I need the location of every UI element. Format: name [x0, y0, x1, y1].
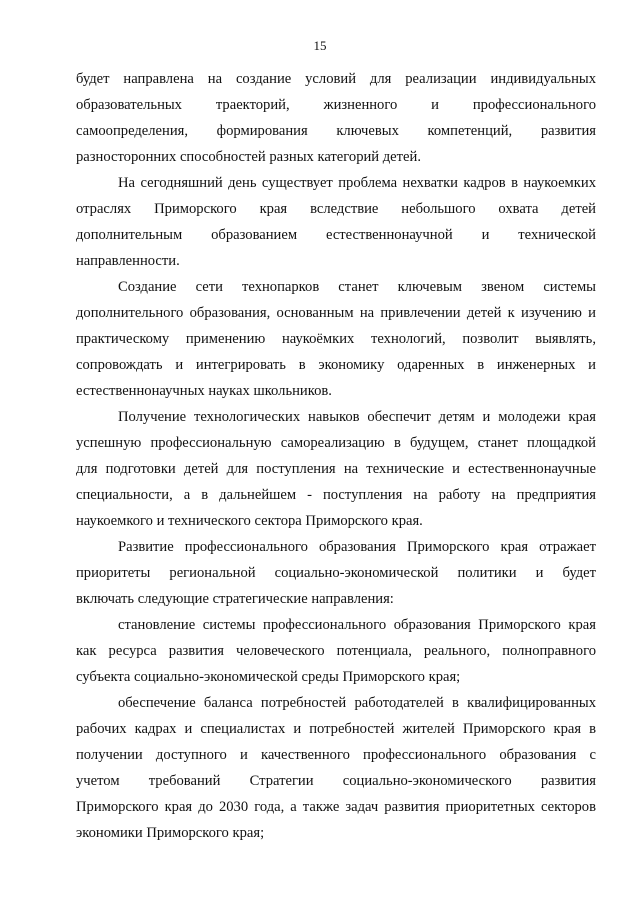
text-line: будет направлена на создание условий для реализации индивидуальных [76, 71, 596, 87]
text-line: как ресурса развития человеческого потенциала, реального, полноправного [76, 643, 596, 659]
text-line: направленности. [76, 253, 180, 269]
paragraph [76, 274, 596, 404]
text-line: Развитие профессионального образования Приморского края отражает [118, 539, 596, 555]
text-line: наукоемкого и технического сектора Приморского края. [76, 513, 423, 529]
text-line: рабочих кадрах и специалистах и потребностей жителей Приморского края в [76, 721, 596, 737]
document-body [76, 66, 596, 846]
text-line: обеспечение баланса потребностей работодателей в квалифицированных [118, 695, 596, 711]
text-line: приоритеты региональной социально-экономической политики и будет [76, 565, 596, 581]
text-line: отраслях Приморского края вследствие небольшого охвата детей [76, 201, 596, 217]
text-line: субъекта социально-экономической среды Приморского края; [76, 669, 461, 685]
text-line: самоопределения, формирования ключевых компетенций, развития [76, 123, 596, 139]
paragraph [76, 404, 596, 534]
text-line: успешную профессиональную самореализацию в будущем, станет площадкой [76, 435, 596, 451]
paragraph [76, 66, 596, 170]
text-line: практическому применению наукоёмких технологий, позволит выявлять, [76, 331, 596, 347]
text-line: специальности, а в дальнейшем - поступления на работу на предприятия [76, 487, 596, 503]
text-line: становление системы профессионального образования Приморского края [118, 617, 596, 633]
text-line: учетом требований Стратегии социально-экономического развития [76, 773, 596, 789]
text-line: дополнительным образованием естественнонаучной и технической [76, 227, 596, 243]
text-line: Приморского края до 2030 года, а также задач развития приоритетных секторов [76, 799, 596, 815]
paragraph [76, 612, 596, 690]
text-line: На сегодняшний день существует проблема нехватки кадров в наукоемких [118, 175, 596, 191]
page-number: 15 [313, 38, 327, 53]
text-line: Создание сети технопарков станет ключевым звеном системы [118, 279, 596, 295]
text-line: экономики Приморского края; [76, 825, 265, 841]
text-line: Получение технологических навыков обеспечит детям и молодежи края [118, 409, 596, 425]
paragraph [76, 690, 596, 846]
text-line: разносторонних способностей разных категорий детей. [76, 149, 421, 165]
text-line: сопровождать и интегрировать в экономику одаренных в инженерных и [76, 357, 596, 373]
text-line: образовательных траекторий, жизненного и профессионального [76, 97, 596, 113]
text-line: для подготовки детей для поступления на технические и естественнонаучные [76, 461, 596, 477]
paragraph [76, 170, 596, 274]
text-line: дополнительного образования, основанным на привлечении детей к изучению и [76, 305, 596, 321]
text-line: естественнонаучных науках школьников. [76, 383, 332, 399]
text-line: включать следующие стратегические направления: [76, 591, 394, 607]
paragraph [76, 534, 596, 612]
text-line: получении доступного и качественного профессионального образования с [76, 747, 596, 763]
